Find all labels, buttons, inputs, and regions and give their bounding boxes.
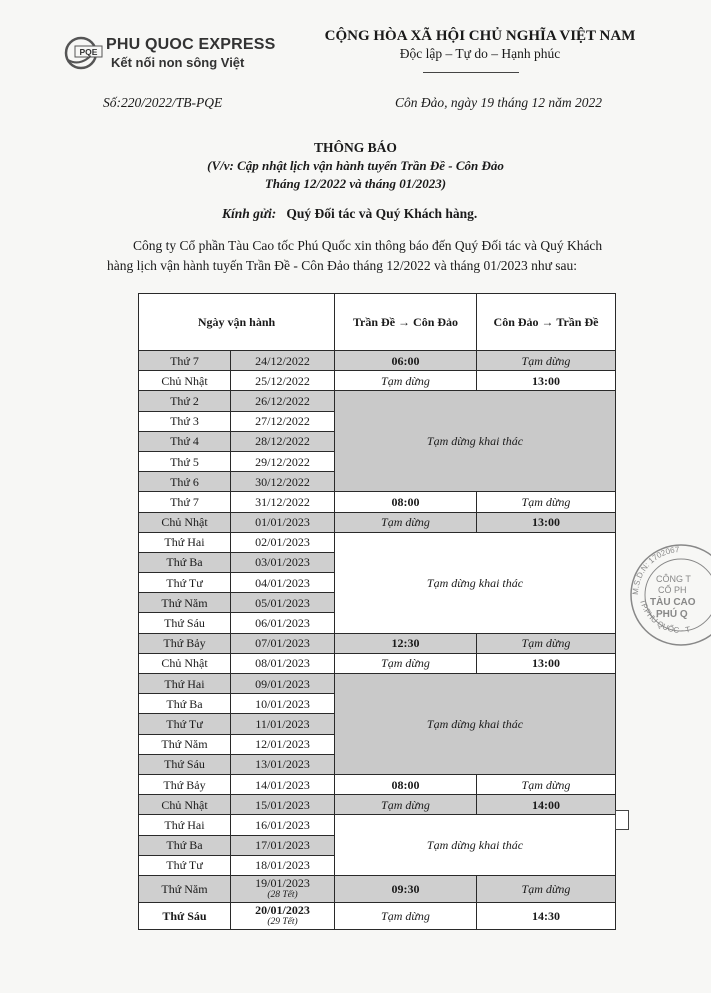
cell-date (231, 351, 335, 371)
cell-date (231, 902, 335, 929)
greeting (222, 206, 477, 222)
cell-day: Chủ Nhật (139, 371, 231, 391)
cell-date-value: 04/01/2023 (255, 575, 310, 590)
cell-date-value: 05/01/2023 (255, 595, 310, 610)
cell-day: Thứ Sáu (139, 754, 231, 774)
company-name: PHU QUOC EXPRESS (106, 36, 276, 53)
cell-tran-de-con-dao: 08:00 (335, 774, 477, 794)
cell-day: Thứ Tư (139, 855, 231, 875)
cell-con-dao-tran-de: 13:00 (477, 371, 616, 391)
cell-tran-de-con-dao: Tạm dừng (335, 371, 477, 391)
cell-date-value: 12/01/2023 (255, 737, 310, 752)
cell-day: Thứ Sáu (139, 613, 231, 633)
cell-date-value: 31/12/2022 (255, 494, 310, 509)
cell-date-value: 13/01/2023 (255, 757, 310, 772)
table-row (139, 674, 616, 694)
cell-tran-de-con-dao: Tạm dừng (335, 512, 477, 532)
cell-con-dao-tran-de: Tạm dừng (477, 492, 616, 512)
cell-date (231, 694, 335, 714)
table-row (139, 875, 616, 902)
document-number: Số:220/2022/TB-PQE (103, 95, 223, 110)
header-operating-date: Ngày vận hành (139, 294, 335, 351)
cell-date-value: 09/01/2023 (255, 676, 310, 691)
cell-date (231, 674, 335, 694)
cell-day: Thứ Tư (139, 714, 231, 734)
cell-date-value: 10/01/2023 (255, 696, 310, 711)
cell-suspended-period: Tạm dừng khai thác (335, 532, 616, 633)
nation-title: CỘNG HÒA XÃ HỘI CHỦ NGHĨA VIỆT NAM (324, 28, 636, 44)
cell-con-dao-tran-de: 14:30 (477, 902, 616, 929)
cell-date (231, 633, 335, 653)
cell-day: Thứ Năm (139, 875, 231, 902)
greeting-label: Kính gửi: (222, 206, 277, 221)
cell-date (231, 653, 335, 673)
body-text-line-1: Công ty Cổ phần Tàu Cao tốc Phú Quốc xin thông báo đến Quý Đối tác và Quý Khách (133, 238, 603, 253)
cell-con-dao-tran-de: 14:00 (477, 795, 616, 815)
cell-date-value: 08/01/2023 (255, 656, 310, 671)
cell-date (231, 472, 335, 492)
cell-date-value: 14/01/2023 (255, 777, 310, 792)
cell-date (231, 875, 335, 902)
cell-date-value: 02/01/2023 (255, 535, 310, 550)
cell-day: Thứ Hai (139, 674, 231, 694)
cell-con-dao-tran-de: 13:00 (477, 653, 616, 673)
table-row (139, 902, 616, 929)
cell-tran-de-con-dao: 09:30 (335, 875, 477, 902)
cell-lunar-note: (28 Tết) (267, 889, 298, 900)
company-stamp (626, 540, 711, 650)
table-row (139, 532, 616, 552)
cell-date (231, 835, 335, 855)
cell-tran-de-con-dao: 12:30 (335, 633, 477, 653)
table-row (139, 371, 616, 391)
table-row (139, 633, 616, 653)
cell-con-dao-tran-de: Tạm dừng (477, 351, 616, 371)
cell-date-value: 19/01/2023 (255, 875, 310, 890)
table-edge-mark (615, 810, 629, 830)
cell-date (231, 552, 335, 572)
cell-day: Thứ Sáu (139, 902, 231, 929)
cell-suspended-period: Tạm dừng khai thác (335, 815, 616, 876)
greeting-recipient: Quý Đối tác và Quý Khách hàng. (286, 206, 478, 221)
cell-day: Thứ Bảy (139, 774, 231, 794)
table-row (139, 815, 616, 835)
cell-date (231, 613, 335, 633)
cell-date (231, 714, 335, 734)
document-date: Côn Đảo, ngày 19 tháng 12 năm 2022 (395, 95, 602, 110)
cell-date-value: 25/12/2022 (255, 373, 310, 388)
svg-text:PQE: PQE (79, 47, 98, 57)
cell-tran-de-con-dao: 08:00 (335, 492, 477, 512)
cell-date-value: 11/01/2023 (255, 716, 310, 731)
cell-date-value: 26/12/2022 (255, 393, 310, 408)
cell-date (231, 391, 335, 411)
table-row (139, 795, 616, 815)
svg-text:PHÚ Q: PHÚ Q (656, 609, 688, 620)
svg-text:CÔNG T: CÔNG T (656, 574, 691, 584)
cell-date (231, 754, 335, 774)
cell-date-value: 28/12/2022 (255, 434, 310, 449)
subtitle-line-2: Tháng 12/2022 và tháng 01/2023) (264, 176, 447, 191)
cell-day: Chủ Nhật (139, 512, 231, 532)
cell-date (231, 411, 335, 431)
cell-date-value: 16/01/2023 (255, 817, 310, 832)
table-row (139, 492, 616, 512)
cell-date (231, 855, 335, 875)
cell-day: Thứ Hai (139, 532, 231, 552)
cell-day: Thứ Tư (139, 573, 231, 593)
cell-day: Thứ Năm (139, 593, 231, 613)
cell-date-value: 07/01/2023 (255, 636, 310, 651)
company-logo-icon (62, 36, 104, 70)
cell-day: Thứ 5 (139, 451, 231, 471)
table-row (139, 512, 616, 532)
cell-date (231, 512, 335, 532)
cell-date-value: 17/01/2023 (255, 838, 310, 853)
cell-day: Thứ 7 (139, 351, 231, 371)
cell-date-value: 30/12/2022 (255, 474, 310, 489)
table-row (139, 774, 616, 794)
cell-day: Thứ 2 (139, 391, 231, 411)
svg-text:M.S.D.N: 1702067: M.S.D.N: 1702067 (630, 545, 680, 596)
cell-tran-de-con-dao: 06:00 (335, 351, 477, 371)
header-route-con-dao-tran-de: Côn Đảo → Trần Đề (477, 294, 616, 351)
cell-date (231, 371, 335, 391)
svg-text:TÀU CAO: TÀU CAO (650, 597, 696, 608)
cell-con-dao-tran-de: Tạm dừng (477, 633, 616, 653)
cell-day: Thứ Ba (139, 835, 231, 855)
cell-date (231, 593, 335, 613)
cell-day: Chủ Nhật (139, 795, 231, 815)
cell-day: Thứ 7 (139, 492, 231, 512)
body-text-line-2: hàng lịch vận hành tuyến Trần Đề - Côn Đảo tháng 12/2022 và tháng 01/2023 như sau: (107, 258, 578, 273)
company-slogan: Kết nối non sông Việt (111, 55, 245, 70)
cell-date (231, 431, 335, 451)
page-title: THÔNG BÁO (314, 140, 397, 155)
table-row (139, 351, 616, 371)
cell-suspended-period: Tạm dừng khai thác (335, 391, 616, 492)
cell-day: Thứ 3 (139, 411, 231, 431)
cell-date (231, 815, 335, 835)
cell-day: Chủ Nhật (139, 653, 231, 673)
cell-day: Thứ Ba (139, 694, 231, 714)
cell-con-dao-tran-de: Tạm dừng (477, 774, 616, 794)
cell-day: Thứ 6 (139, 472, 231, 492)
cell-date-value: 06/01/2023 (255, 616, 310, 631)
cell-date (231, 774, 335, 794)
cell-date-value: 18/01/2023 (255, 858, 310, 873)
cell-date-value: 27/12/2022 (255, 414, 310, 429)
cell-day: Thứ 4 (139, 431, 231, 451)
cell-date (231, 734, 335, 754)
cell-date-value: 24/12/2022 (255, 353, 310, 368)
table-row (139, 653, 616, 673)
cell-date-value: 03/01/2023 (255, 555, 310, 570)
cell-day: Thứ Năm (139, 734, 231, 754)
schedule-table (138, 293, 616, 930)
cell-tran-de-con-dao: Tạm dừng (335, 795, 477, 815)
cell-date (231, 532, 335, 552)
subtitle-line-1: (V/v: Cập nhật lịch vận hành tuyến Trần Đề - Côn Đảo (207, 158, 504, 173)
svg-text:CỔ PH: CỔ PH (658, 585, 687, 595)
cell-date-value: 01/01/2023 (255, 515, 310, 530)
cell-day: Thứ Bảy (139, 633, 231, 653)
motto-underline (423, 72, 519, 73)
cell-date (231, 492, 335, 512)
cell-date (231, 573, 335, 593)
header-route-tran-de-con-dao: Trần Đề → Côn Đảo (335, 294, 477, 351)
cell-date (231, 795, 335, 815)
cell-date (231, 451, 335, 471)
cell-lunar-note: (29 Tết) (267, 916, 298, 927)
table-row (139, 391, 616, 411)
nation-motto: Độc lập – Tự do – Hạnh phúc (399, 46, 561, 61)
cell-date-value: 29/12/2022 (255, 454, 310, 469)
cell-day: Thứ Hai (139, 815, 231, 835)
cell-date-value: 15/01/2023 (255, 797, 310, 812)
cell-tran-de-con-dao: Tạm dừng (335, 902, 477, 929)
cell-con-dao-tran-de: 13:00 (477, 512, 616, 532)
cell-day: Thứ Ba (139, 552, 231, 572)
cell-con-dao-tran-de: Tạm dừng (477, 875, 616, 902)
table-header-row (139, 294, 616, 351)
cell-suspended-period: Tạm dừng khai thác (335, 674, 616, 775)
cell-date-value: 20/01/2023 (255, 902, 310, 917)
cell-tran-de-con-dao: Tạm dừng (335, 653, 477, 673)
svg-text:TP.PHÚ QUỐC - T: TP.PHÚ QUỐC - T (637, 598, 692, 635)
